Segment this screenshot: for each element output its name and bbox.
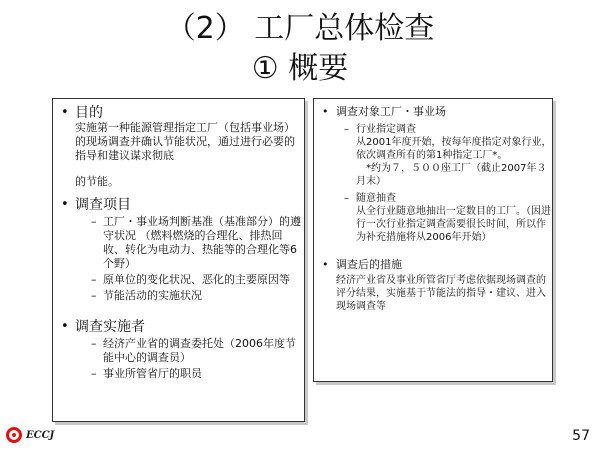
purpose-text: 实施第一种能源管理指定工厂（包括事业场）的现场调查并确认节能状况，通过进行必要的指导和建议谋求彻底	[75, 121, 295, 162]
measures-bullet	[322, 258, 548, 313]
target-sub-1-text: 从2001年度开始，按每年度指定对象行业，依次调查所有的第1种指定工厂*。 *约为７，５００座工厂（截止2007年３月末）	[356, 137, 552, 187]
slide-title: （2） 工厂总体检查	[165, 11, 435, 46]
target-sub-1	[344, 123, 552, 188]
measures-heading: • 调查后的措施	[336, 258, 402, 271]
measures-text: 经济产业省及事业所管省厅考虑依据现场调查的评分结果，实施基于节能法的指导・建议、进入现场调查等	[336, 275, 546, 312]
items-sub-3: – 节能活动的实施状况	[91, 289, 304, 303]
eccj-logo	[6, 425, 76, 445]
executor-heading: • 调查实施者	[75, 319, 145, 335]
target-sub-2-label: – 随意抽查	[356, 193, 396, 204]
target-sub-2	[344, 192, 552, 244]
purpose-text-end: 的节能。	[75, 175, 119, 188]
target-sub-2-text: 从全行业随意地抽出一定数目的工厂。（因进行一次行业指定调查需要很长时间，所以作为补充措施将从2006年开始）	[356, 206, 551, 243]
target-bullet	[322, 105, 548, 119]
right-panel	[313, 98, 553, 382]
executor-sub-2: – 事业所管省厅的职员	[91, 367, 304, 381]
target-sub-1-label: – 行业指定调查	[356, 124, 416, 135]
purpose-bullet	[61, 105, 300, 189]
eccj-logo-icon	[6, 427, 22, 443]
purpose-heading: • 目的	[75, 105, 103, 121]
executor-bullet	[61, 319, 300, 335]
target-heading: • 调查对象工厂・事业场	[336, 105, 446, 118]
items-heading: • 调查项目	[75, 197, 131, 213]
items-sub-2: – 原单位的变化状况、恶化的主要原因等	[91, 273, 304, 287]
executor-sub-1: – 经济产业省的调查委托处（2006年度节能中心的调查员）	[91, 337, 304, 365]
items-bullet	[61, 197, 300, 213]
left-panel	[52, 98, 305, 422]
page-number: 57	[572, 428, 590, 444]
slide-subtitle: ① 概要	[251, 51, 349, 86]
items-sub-1: – 工厂・事业场判断基准（基准部分）的遵守状况 （燃料燃烧的合理化、排热回收、转化为电动力、热能等的合理化等6个野）	[91, 215, 304, 271]
eccj-logo-text: ECCJ	[26, 429, 55, 441]
